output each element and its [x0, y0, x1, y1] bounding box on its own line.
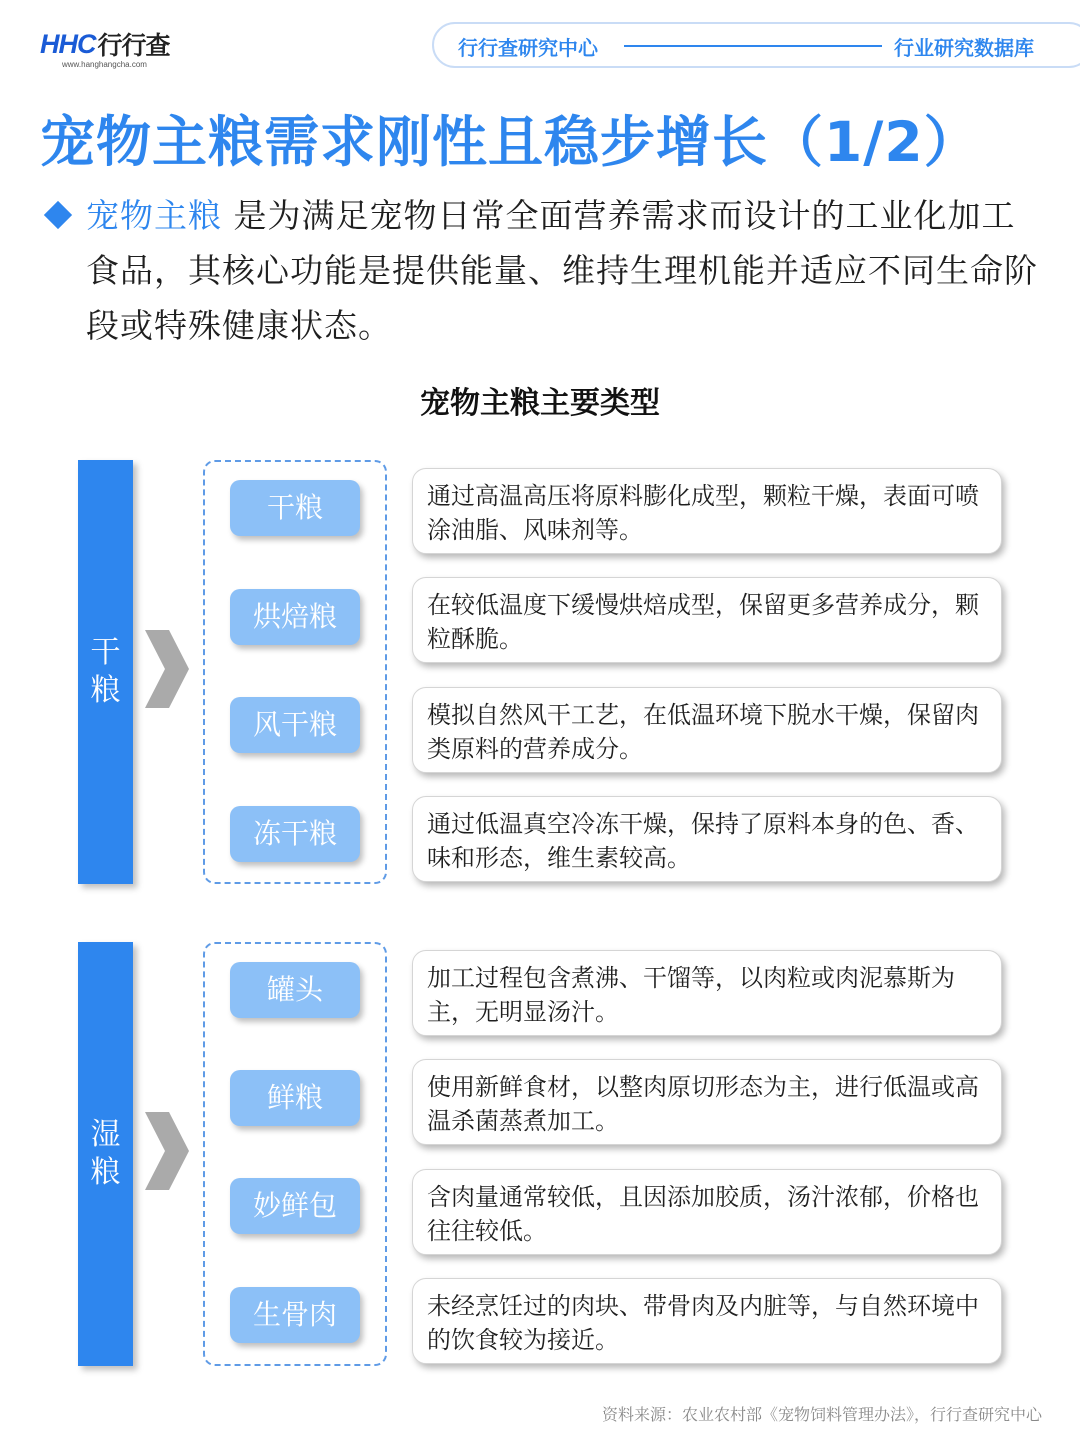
logo-url: www.hanghangcha.com — [62, 60, 147, 69]
intro-highlight: 宠物主粮 — [86, 196, 222, 235]
desc-card-canned: 加工过程包含煮沸、干馏等，以肉粒或肉泥慕斯为主，无明显汤汁。 — [412, 950, 1002, 1036]
desc-card-fresh: 使用新鲜食材，以整肉原切形态为主，进行低温或高温杀菌蒸煮加工。 — [412, 1059, 1002, 1145]
desc-card-freeze-dried: 通过低温真空冷冻干燥，保持了原料本身的色、香、味和形态，维生素较高。 — [412, 796, 1002, 882]
desc-card-raw-meat: 未经烹饪过的肉块、带骨肉及内脏等，与自然环境中的饮食较为接近。 — [412, 1278, 1002, 1364]
intro-paragraph — [86, 188, 1046, 353]
desc-card-dry: 通过高温高压将原料膨化成型，颗粒干燥，表面可喷涂油脂、风味剂等。 — [412, 468, 1002, 554]
type-button-dry[interactable]: 干粮 — [230, 480, 360, 536]
logo-chinese: 行行查 — [97, 31, 170, 60]
group-bar-wet — [78, 942, 133, 1366]
desc-card-baked: 在较低温度下缓慢烘焙成型，保留更多营养成分，颗粒酥脆。 — [412, 577, 1002, 663]
type-button-baked[interactable]: 烘焙粮 — [230, 589, 360, 645]
type-button-freeze-dried[interactable]: 冻干粮 — [230, 806, 360, 862]
group-label-char: 湿 — [90, 1117, 121, 1152]
page-title: 宠物主粮需求刚性且稳步增长（1/2） — [40, 110, 980, 174]
group-label — [78, 634, 133, 710]
type-button-raw-meat[interactable]: 生骨肉 — [230, 1287, 360, 1343]
brand-logo — [40, 28, 190, 72]
type-button-air-dried[interactable]: 风干粮 — [230, 697, 360, 753]
desc-card-pouch: 含肉量通常较低，且因添加胶质，汤汁浓郁，价格也往往较低。 — [412, 1169, 1002, 1255]
group-label-char: 干 — [90, 635, 121, 670]
group-bar-dry — [78, 460, 133, 884]
section-subtitle: 宠物主粮主要类型 — [420, 386, 660, 421]
desc-card-air-dried: 模拟自然风干工艺，在低温环境下脱水干燥，保留肉类原料的营养成分。 — [412, 687, 1002, 773]
header-left-label: 行行查研究中心 — [458, 36, 598, 60]
source-note: 资料来源：农业农村部《宠物饲料管理办法》，行行查研究中心 — [601, 1405, 1042, 1424]
group-label-char: 粮 — [90, 1155, 121, 1190]
type-button-fresh[interactable]: 鲜粮 — [230, 1070, 360, 1126]
logo-latin: HHC — [40, 28, 96, 59]
intro-text: 是为满足宠物日常全面营养需求而设计的工业化加工食品，其核心功能是提供能量、维持生理机能并适应不同生命阶段或特殊健康状态。 — [86, 196, 1038, 345]
chevron-right-icon — [145, 630, 189, 708]
group-label — [78, 1116, 133, 1192]
chevron-right-icon — [145, 1112, 189, 1190]
header-banner — [432, 22, 1080, 68]
bullet-diamond-icon — [44, 201, 72, 229]
group-label-char: 粮 — [90, 673, 121, 708]
type-button-canned[interactable]: 罐头 — [230, 962, 360, 1018]
header-divider-line — [624, 45, 882, 47]
type-button-pouch[interactable]: 妙鲜包 — [230, 1178, 360, 1234]
header-right-label: 行业研究数据库 — [894, 36, 1034, 60]
